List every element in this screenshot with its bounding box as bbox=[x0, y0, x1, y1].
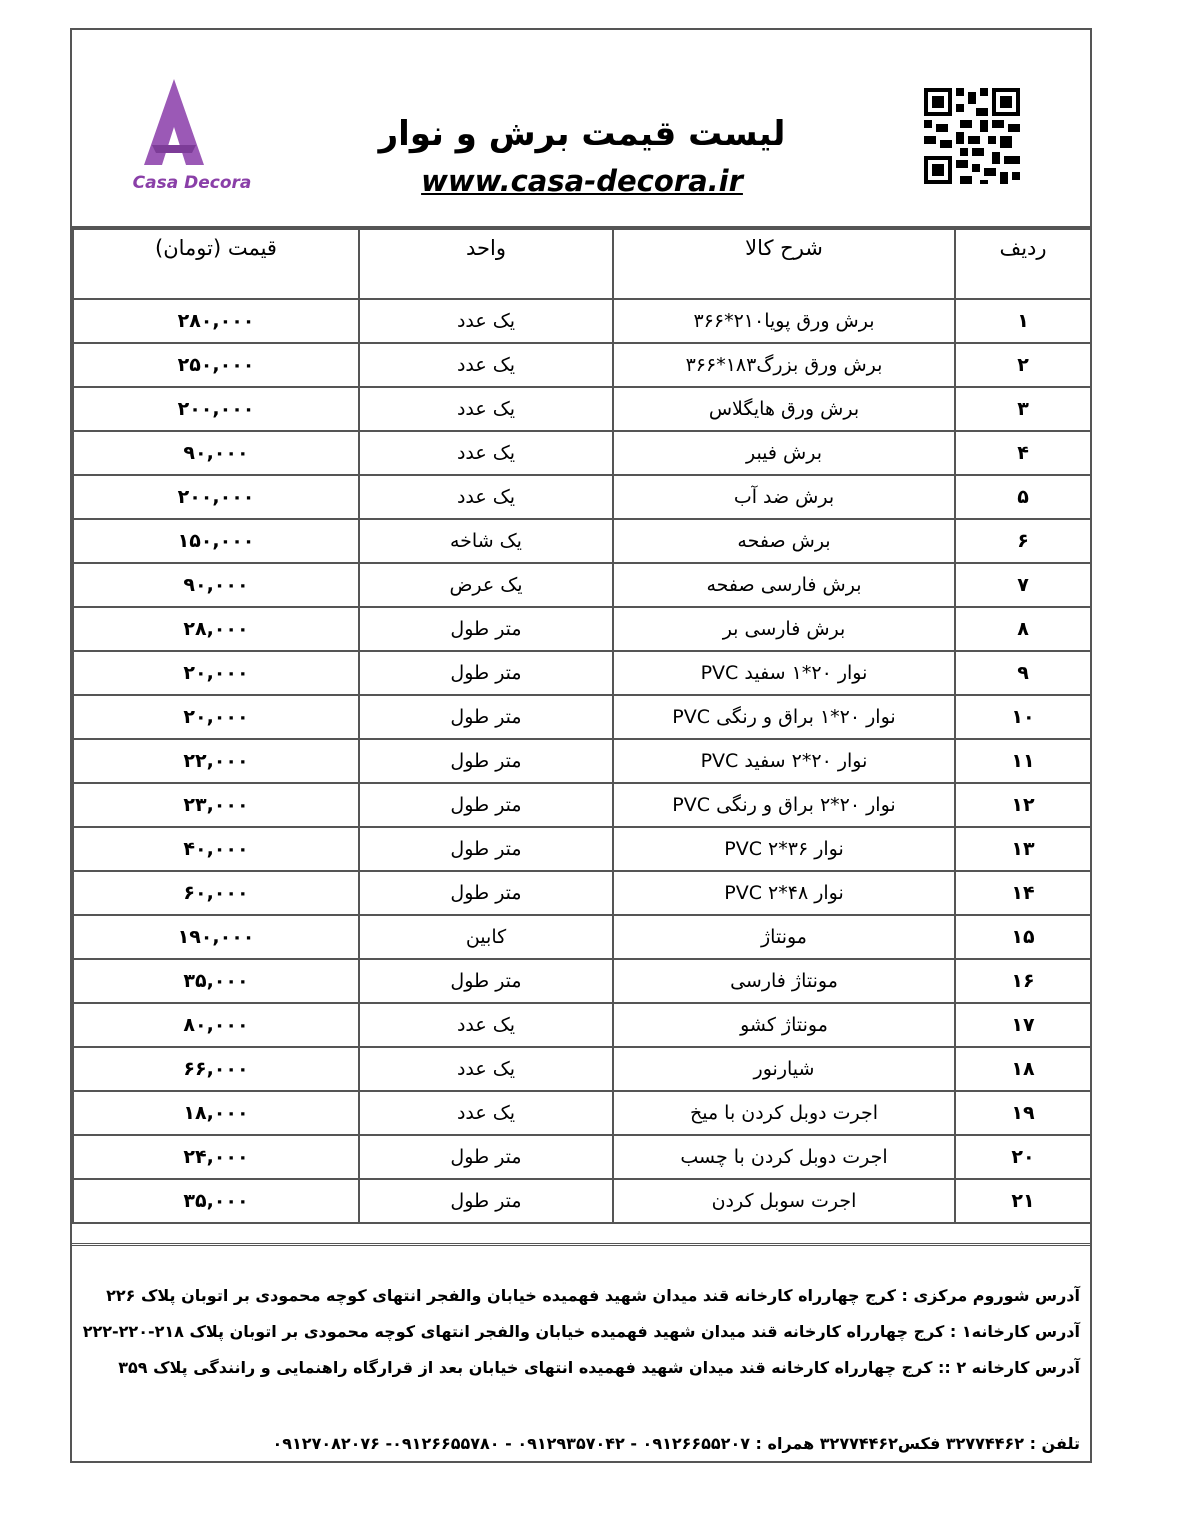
item-unit: یک عرض bbox=[359, 563, 613, 607]
address-showroom: آدرس شوروم مرکزی : کرج چهارراه کارخانه قند میدان شهید فهمیده خیابان والفجر انتهای کوچه محمودی بر اتوبان پلاک ۲۲۶ bbox=[106, 1286, 1080, 1305]
item-description: برش فارسی صفحه bbox=[613, 563, 955, 607]
row-number: ۱۷ bbox=[955, 1003, 1091, 1047]
item-price: ۲۰,۰۰۰ bbox=[73, 651, 359, 695]
item-price: ۶۶,۰۰۰ bbox=[73, 1047, 359, 1091]
item-price: ۲۸,۰۰۰ bbox=[73, 607, 359, 651]
header-description: شرح کالا bbox=[613, 229, 955, 299]
row-number: ۱۶ bbox=[955, 959, 1091, 1003]
header-unit: واحد bbox=[359, 229, 613, 299]
item-unit: یک شاخه bbox=[359, 519, 613, 563]
table-row bbox=[73, 343, 1091, 387]
row-number: ۱۹ bbox=[955, 1091, 1091, 1135]
item-price: ۴۰,۰۰۰ bbox=[73, 827, 359, 871]
logo-triangle-icon bbox=[112, 75, 232, 175]
item-unit: یک عدد bbox=[359, 343, 613, 387]
item-unit: متر طول bbox=[359, 959, 613, 1003]
logo-brand-text: Casa Decora bbox=[132, 173, 252, 193]
header-price: قیمت (تومان) bbox=[73, 229, 359, 299]
row-number: ۲ bbox=[955, 343, 1091, 387]
row-number: ۳ bbox=[955, 387, 1091, 431]
item-price: ۱۵۰,۰۰۰ bbox=[73, 519, 359, 563]
item-price: ۲۰۰,۰۰۰ bbox=[73, 387, 359, 431]
address-factory-1: آدرس کارخانه۱ : کرج چهارراه کارخانه قند میدان شهید فهمیده خیابان والفجر انتهای کوچه محمودی بر اتوبان پلاک ۲۱۸-۲۲۰-۲۲۲ bbox=[82, 1322, 1080, 1341]
table-row bbox=[73, 431, 1091, 475]
table-row bbox=[73, 519, 1091, 563]
item-price: ۲۲,۰۰۰ bbox=[73, 739, 359, 783]
item-price: ۲۰,۰۰۰ bbox=[73, 695, 359, 739]
item-description: نوار ۲۰*۲ سفید PVC bbox=[613, 739, 955, 783]
table-header-row bbox=[73, 229, 1091, 299]
row-number: ۲۰ bbox=[955, 1135, 1091, 1179]
table-row bbox=[73, 695, 1091, 739]
table-row bbox=[73, 299, 1091, 343]
table-row bbox=[73, 1003, 1091, 1047]
item-unit: متر طول bbox=[359, 871, 613, 915]
row-number: ۹ bbox=[955, 651, 1091, 695]
item-unit: متر طول bbox=[359, 1135, 613, 1179]
row-number: ۲۱ bbox=[955, 1179, 1091, 1223]
item-description: برش فارسی بر bbox=[613, 607, 955, 651]
item-price: ۲۸۰,۰۰۰ bbox=[73, 299, 359, 343]
item-price: ۲۴,۰۰۰ bbox=[73, 1135, 359, 1179]
item-description: مونتاژ bbox=[613, 915, 955, 959]
table-row bbox=[73, 1135, 1091, 1179]
row-number: ۱۵ bbox=[955, 915, 1091, 959]
item-description: برش ضد آب bbox=[613, 475, 955, 519]
header bbox=[72, 30, 1090, 228]
table-row bbox=[73, 607, 1091, 651]
table-row bbox=[73, 1047, 1091, 1091]
item-unit: یک عدد bbox=[359, 299, 613, 343]
item-unit: متر طول bbox=[359, 651, 613, 695]
item-unit: یک عدد bbox=[359, 431, 613, 475]
row-number: ۱۱ bbox=[955, 739, 1091, 783]
row-number: ۷ bbox=[955, 563, 1091, 607]
contact-phones: تلفن : ۳۲۷۷۴۴۶۲ فکس۳۲۷۷۴۴۶۲ همراه : ۰۹۱۲۶۶۵۵۲۰۷ - ۰۹۱۲۹۳۵۷۰۴۲ - ۰۹۱۲۶۶۵۵۷۸۰- ۰۹۱۲۷۰۸۲۰۷۶ bbox=[272, 1434, 1080, 1453]
item-price: ۳۵,۰۰۰ bbox=[73, 1179, 359, 1223]
table-row bbox=[73, 1091, 1091, 1135]
price-table bbox=[72, 228, 1092, 1224]
row-number: ۱۸ bbox=[955, 1047, 1091, 1091]
table-row bbox=[73, 827, 1091, 871]
header-row-number: ردیف bbox=[955, 229, 1091, 299]
item-description: نوار ۲۰*۲ براق و رنگی PVC bbox=[613, 783, 955, 827]
item-description: اجرت دوبل کردن با چسب bbox=[613, 1135, 955, 1179]
item-description: نوار ۲۰*۱ براق و رنگی PVC bbox=[613, 695, 955, 739]
item-unit: یک عدد bbox=[359, 475, 613, 519]
table-row bbox=[73, 871, 1091, 915]
item-unit: متر طول bbox=[359, 695, 613, 739]
item-unit: یک عدد bbox=[359, 1047, 613, 1091]
table-row bbox=[73, 783, 1091, 827]
item-description: نوار ۲۰*۱ سفید PVC bbox=[613, 651, 955, 695]
item-unit: متر طول bbox=[359, 607, 613, 651]
table-row bbox=[73, 915, 1091, 959]
item-unit: متر طول bbox=[359, 827, 613, 871]
item-price: ۶۰,۰۰۰ bbox=[73, 871, 359, 915]
item-description: برش ورق پویا۲۱۰*۳۶۶ bbox=[613, 299, 955, 343]
table-row bbox=[73, 959, 1091, 1003]
item-unit: متر طول bbox=[359, 1179, 613, 1223]
page-title: لیست قیمت برش و نوار bbox=[378, 114, 786, 154]
item-description: برش فیبر bbox=[613, 431, 955, 475]
item-price: ۹۰,۰۰۰ bbox=[73, 563, 359, 607]
item-price: ۳۵,۰۰۰ bbox=[73, 959, 359, 1003]
item-description: مونتاژ کشو bbox=[613, 1003, 955, 1047]
row-number: ۴ bbox=[955, 431, 1091, 475]
row-number: ۱۳ bbox=[955, 827, 1091, 871]
table-row bbox=[73, 651, 1091, 695]
item-price: ۲۰۰,۰۰۰ bbox=[73, 475, 359, 519]
item-description: برش ورق بزرگ۱۸۳*۳۶۶ bbox=[613, 343, 955, 387]
item-unit: یک عدد bbox=[359, 1003, 613, 1047]
row-number: ۶ bbox=[955, 519, 1091, 563]
row-number: ۱ bbox=[955, 299, 1091, 343]
item-description: اجرت سوبل کردن bbox=[613, 1179, 955, 1223]
row-number: ۱۰ bbox=[955, 695, 1091, 739]
item-price: ۱۹۰,۰۰۰ bbox=[73, 915, 359, 959]
row-number: ۸ bbox=[955, 607, 1091, 651]
table-row bbox=[73, 563, 1091, 607]
item-description: شیارنور bbox=[613, 1047, 955, 1091]
item-unit: یک عدد bbox=[359, 387, 613, 431]
table-row bbox=[73, 475, 1091, 519]
casa-decora-logo bbox=[112, 75, 252, 193]
item-price: ۸۰,۰۰۰ bbox=[73, 1003, 359, 1047]
item-unit: متر طول bbox=[359, 783, 613, 827]
item-description: اجرت دوبل کردن با میخ bbox=[613, 1091, 955, 1135]
website-url[interactable]: www.casa-decora.ir bbox=[421, 164, 743, 198]
item-description: برش ورق هایگلاس bbox=[613, 387, 955, 431]
row-number: ۱۲ bbox=[955, 783, 1091, 827]
table-row bbox=[73, 1179, 1091, 1223]
item-price: ۹۰,۰۰۰ bbox=[73, 431, 359, 475]
item-description: برش صفحه bbox=[613, 519, 955, 563]
item-description: مونتاژ فارسی bbox=[613, 959, 955, 1003]
table-row bbox=[73, 387, 1091, 431]
item-price: ۲۵۰,۰۰۰ bbox=[73, 343, 359, 387]
qr-code-icon bbox=[924, 88, 1020, 184]
price-list-document bbox=[70, 28, 1092, 1463]
table-row bbox=[73, 739, 1091, 783]
row-number: ۱۴ bbox=[955, 871, 1091, 915]
row-number: ۵ bbox=[955, 475, 1091, 519]
item-description: نوار ۴۸*۲ PVC bbox=[613, 871, 955, 915]
address-factory-2: آدرس کارخانه ۲ :: کرج چهارراه کارخانه قند میدان شهید فهمیده انتهای خیابان بعد از قرارگاه راهنمایی و رانندگی پلاک ۳۵۹ bbox=[118, 1358, 1080, 1377]
item-price: ۱۸,۰۰۰ bbox=[73, 1091, 359, 1135]
footer bbox=[72, 1243, 1090, 1463]
item-unit: یک عدد bbox=[359, 1091, 613, 1135]
item-unit: کابین bbox=[359, 915, 613, 959]
item-price: ۲۳,۰۰۰ bbox=[73, 783, 359, 827]
item-description: نوار ۳۶*۲ PVC bbox=[613, 827, 955, 871]
item-unit: متر طول bbox=[359, 739, 613, 783]
